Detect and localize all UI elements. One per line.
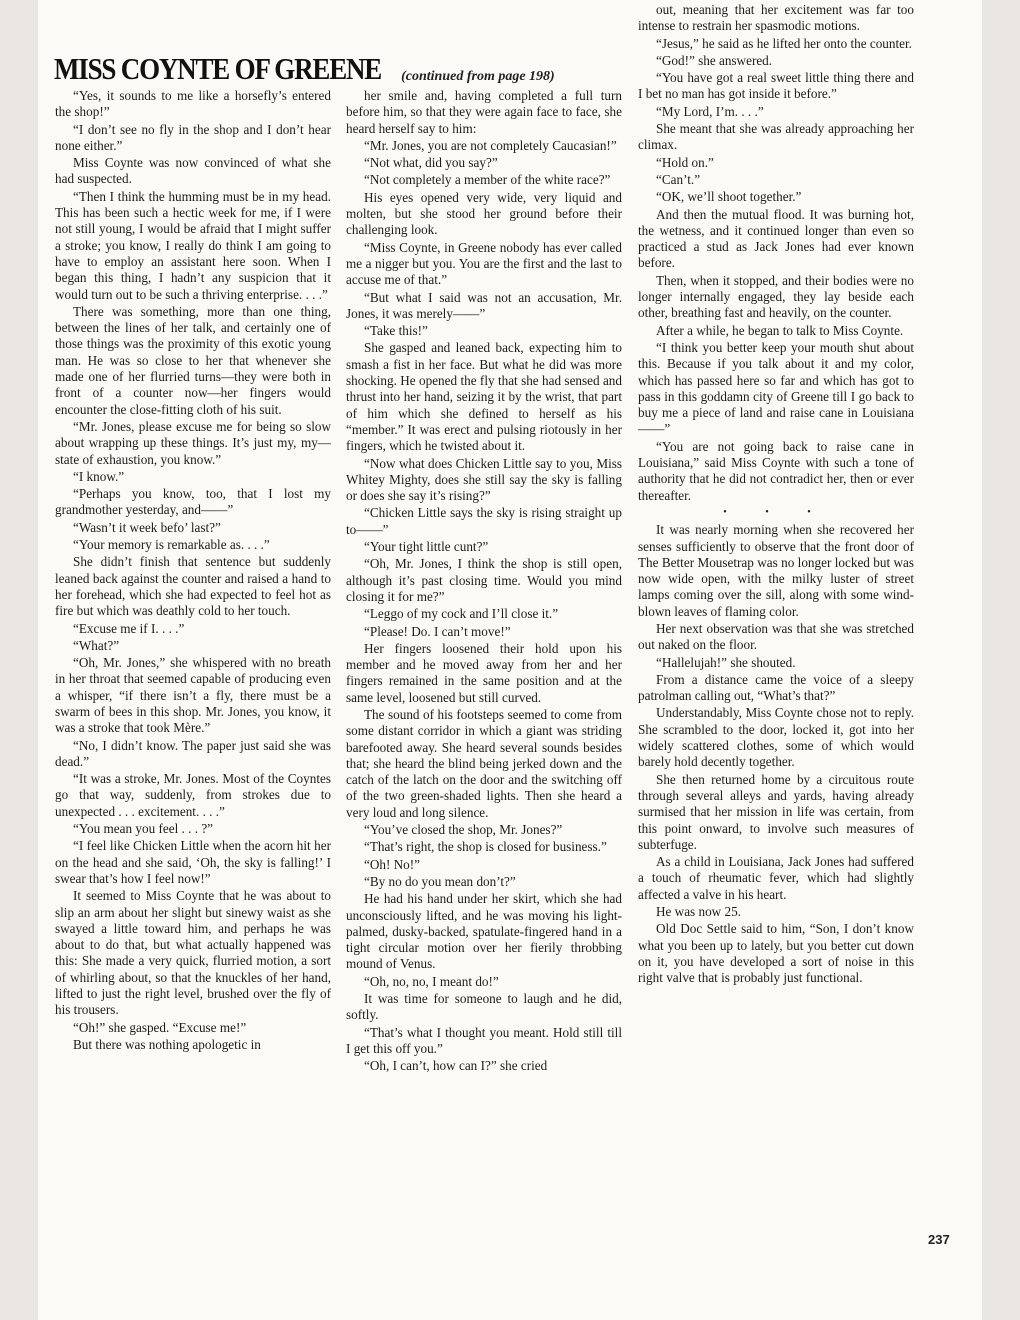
- paragraph: “I think you better keep your mouth shut about this. Because if you talk about it and my color, which has passed here so far and which has got to pass in this goddamn city of Greene till I go back to buy me a piece of land and raise cane in Louisiana——”: [638, 339, 914, 437]
- paragraph: “Oh, Mr. Jones, I think the shop is still open, although it’s past closing time. Would you mind closing it for me?”: [346, 556, 622, 604]
- paragraph: She meant that she was already approaching her climax.: [638, 121, 914, 153]
- paragraph: But there was nothing apologetic in: [73, 1036, 261, 1052]
- paragraph: And then the mutual flood. It was burning hot, the wetness, and it continued longer than even so practiced a stud as Jack Jones had ever known before.: [638, 206, 914, 271]
- paragraph: From a distance came the voice of a sleepy patrolman calling out, “What’s that?”: [638, 671, 914, 704]
- title-row: [54, 52, 614, 86]
- paragraph: “I don’t see no fly in the shop and I don’t hear none either.”: [55, 121, 331, 153]
- paragraph: “You are not going back to raise cane in Louisiana,” said Miss Coynte with such a tone of authority that he did not contradict her, then or ever thereafter.: [638, 438, 914, 503]
- paragraph: Miss Coynte was now convinced of what she had suspected.: [55, 155, 331, 187]
- text-column-1: [55, 88, 331, 1054]
- paragraph: There was something, more than one thing, between the lines of her talk, and certainly one of those things was the proximity of this exotic young man. He was so close to her that whenever she made one of her flurried turns—they were both in front of a counter now—her fingers would encounter the close-fitting cloth of his suit.: [55, 303, 331, 417]
- paragraph: “What?”: [73, 637, 120, 653]
- paragraph: “Miss Coynte, in Greene nobody has ever called me a nigger but you. You are the first and the last to accuse me of that.”: [346, 239, 622, 288]
- paragraph: “Oh, Mr. Jones,” she whispered with no breath in her throat that seemed capable of producing even a whisper, “if there isn’t a fly, there must be a swarm of bees in this shop. Mr. Jones, you know, it was a stroke that took Mère.”: [55, 655, 331, 736]
- paragraph: Understandably, Miss Coynte chose not to reply. She scrambled to the door, locked it, got into her widely scattered clothes, some of which would barely hold decently together.: [638, 705, 914, 770]
- paragraph: out, meaning that her excitement was far too intense to restrain her spasmodic motions.: [638, 2, 914, 34]
- paragraph: His eyes opened very wide, very liquid and molten, but she stood her ground before their challenging look.: [346, 189, 622, 238]
- paragraph: “Hold on.”: [656, 154, 714, 170]
- paragraph: She gasped and leaned back, expecting him to smash a fist in her face. But what he did was more shocking. He opened the fly that she had sensed and thrust into her hand, seizing it by the wrist, that part of him which she defined to herself as his “member.” It was erect and pulsing riotously in her fingers, which he twisted about it.: [346, 340, 622, 454]
- paragraph: “Jesus,” he said as he lifted her onto the counter.: [656, 35, 912, 51]
- paragraph: “Mr. Jones, please excuse me for being so slow about wrapping up these things. It’s just my, my—state of exhaustion, you know.”: [55, 418, 331, 467]
- paragraph: “Your tight little cunt?”: [364, 539, 489, 555]
- paragraph: Her fingers loosened their hold upon his member and he moved away from her and her fingers remained in the same position and at the same level, loosened but still curved.: [346, 640, 622, 705]
- paragraph: It was time for someone to laugh and he did, softly.: [346, 991, 622, 1023]
- paragraph: “Can’t.”: [656, 171, 701, 187]
- paragraph: She then returned home by a circuitous route through several alleys and yards, having already surmised that her mission in life was certain, from this point onward, to involve such measures of subterfuge.: [638, 771, 914, 852]
- paragraph: “OK, we’ll shoot together.”: [656, 189, 802, 205]
- paragraph: “Chicken Little says the sky is rising straight up to——”: [346, 505, 622, 537]
- paragraph: “Leggo of my cock and I’ll close it.”: [364, 606, 559, 622]
- paragraph: He had his hand under her skirt, which she had unconsciously lifted, and he was moving his light-palmed, dusky-backed, spatulate-fingered hand in a tight circular motion over her fierily throbbing mound of Venus.: [346, 891, 622, 972]
- paragraph: “You’ve closed the shop, Mr. Jones?”: [364, 822, 563, 838]
- paragraph: After a while, he began to talk to Miss Coynte.: [656, 322, 904, 338]
- paragraph: “It was a stroke, Mr. Jones. Most of the Coyntes go that way, suddenly, from strokes due to unexpected . . . excitement. . . .”: [55, 771, 331, 819]
- paragraph: “Perhaps you know, too, that I lost my grandmother yesterday, and——”: [55, 486, 331, 518]
- paragraph: He was now 25.: [656, 904, 741, 920]
- paragraph: She didn’t finish that sentence but suddenly leaned back against the counter and raised a hand to her forehead, which she had expected to feel hot as fire but which was deathly cold to her touch.: [55, 554, 331, 619]
- paragraph: It was nearly morning when she recovered her senses sufficiently to observe that the front door of The Better Mousetrap was no longer locked but was now wide open, with the milky luster of street lamps coming over the sill, along with some wind-blown leaves of flaming color.: [638, 522, 914, 619]
- paragraph: “Oh!” she gasped. “Excuse me!”: [73, 1019, 247, 1035]
- paragraph: “Mr. Jones, you are not completely Caucasian!”: [364, 137, 617, 153]
- paragraph: “Yes, it sounds to me like a horsefly’s entered the shop!”: [55, 88, 331, 120]
- paragraph: Her next observation was that she was stretched out naked on the floor.: [638, 620, 914, 653]
- paragraph: “Your memory is remarkable as. . . .”: [73, 537, 270, 553]
- text-column-3-top: [638, 2, 914, 504]
- text-column-2: [346, 88, 622, 1076]
- paragraph: Then, when it stopped, and their bodies were no longer internally engaged, they lay beside each other, breathing fast and heavily, on the counter.: [638, 272, 914, 321]
- paragraph: The sound of his footsteps seemed to come from some distant corridor in which a giant was striding barefooted away. She heard several sounds besides that; she heard the blind being jerked down and the catch of the latch on the door and the switching off of the two green-shaded lights. Then she heard a very loud and long silence.: [346, 706, 622, 820]
- paragraph: “But what I said was not an accusation, Mr. Jones, it was merely——”: [346, 289, 622, 321]
- paragraph: “Then I think the humming must be in my head. This has been such a hectic week for me, if I were not still young, I would be afraid that I might suffer a stroke; you know, I really do think I am going to have to employ an assistant here soon. When I began this thing, I hadn’t any suspicion that it would turn out to be such a thriving enterprise. . . .”: [55, 188, 331, 302]
- paragraph: “That’s right, the shop is closed for business.”: [364, 839, 607, 855]
- paragraph: “You have got a real sweet little thing there and I bet no man has got inside it before.”: [638, 70, 914, 102]
- continued-note: (continued from page 198): [401, 69, 555, 84]
- page-number: 237: [928, 1232, 950, 1247]
- paragraph: “Oh, no, no, I meant do!”: [364, 973, 499, 989]
- paragraph: “Oh! No!”: [364, 856, 421, 872]
- paragraph: “I feel like Chicken Little when the acorn hit her on the head and she said, ‘Oh, the sky is falling!’ I swear that’s how I feel now!”: [55, 838, 331, 886]
- paragraph: “By no do you mean don’t?”: [364, 873, 516, 889]
- paragraph: “Take this!”: [364, 323, 428, 339]
- paragraph: “Not what, did you say?”: [364, 155, 498, 171]
- paragraph: It seemed to Miss Coynte that he was about to slip an arm about her slight but sinewy waist as she swayed a little toward him, and perhaps he was about to do that, but what actually happened was this: She made a very quick, flurried motion, a sort of whirling about, so that the knuckles of her hand, lifted to just the right level, brushed over the fly of his trousers.: [55, 888, 331, 1018]
- magazine-page: [38, 0, 982, 1320]
- paragraph: “Now what does Chicken Little say to you, Miss Whitey Mighty, does she still say the sky is falling or does she say it’s rising?”: [346, 455, 622, 504]
- paragraph: “My Lord, I’m. . . .”: [656, 103, 764, 119]
- article-title: MISS COYNTE OF GREENE: [54, 52, 382, 86]
- paragraph: “Please! Do. I can’t move!”: [364, 623, 511, 639]
- paragraph: “Wasn’t it week befo’ last?”: [73, 519, 221, 535]
- paragraph: As a child in Louisiana, Jack Jones had suffered a touch of rheumatic fever, which had slightly affected a valve in his heart.: [638, 854, 914, 902]
- paragraph: “That’s what I thought you meant. Hold still till I get this off you.”: [346, 1024, 622, 1056]
- paragraph: “Excuse me if I. . . .”: [73, 620, 185, 636]
- paragraph: Old Doc Settle said to him, “Son, I don’t know what you been up to lately, but you better cut down on it, you have developed a sort of noise in this right valve that is probably just functional.: [638, 921, 914, 986]
- paragraph: “You mean you feel . . . ?”: [73, 821, 214, 837]
- paragraph: “Not completely a member of the white race?”: [364, 172, 611, 188]
- paragraph: “God!” she answered.: [656, 52, 773, 68]
- paragraph: “I know.”: [73, 468, 125, 484]
- paragraph: her smile and, having completed a full turn before him, so that they were again face to face, she heard herself say to him:: [346, 88, 622, 136]
- paragraph: “No, I didn’t know. The paper just said she was dead.”: [55, 737, 331, 769]
- section-break: • • •: [723, 506, 829, 518]
- paragraph: “Oh, I can’t, how can I?” she cried: [364, 1058, 548, 1074]
- paragraph: “Hallelujah!” she shouted.: [656, 654, 796, 670]
- text-column-3: [638, 2, 914, 988]
- text-column-3-bottom: [638, 522, 914, 986]
